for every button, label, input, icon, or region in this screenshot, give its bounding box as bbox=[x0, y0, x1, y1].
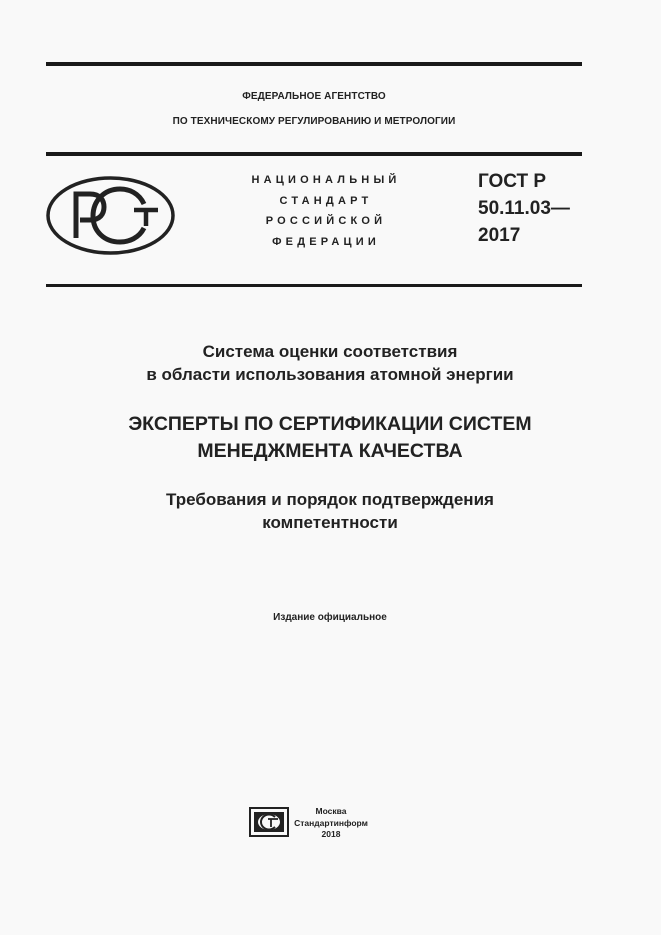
standard-type bbox=[236, 170, 416, 252]
standartinform-logo-icon bbox=[249, 807, 289, 837]
main-title-line-1: ЭКСПЕРТЫ ПО СЕРТИФИКАЦИИ СИСТЕМ bbox=[128, 413, 532, 435]
edition-label: Издание официальное bbox=[273, 612, 387, 623]
subtitle bbox=[46, 488, 614, 534]
standard-type-line: НАЦИОНАЛЬНЫЙ bbox=[251, 174, 401, 186]
standard-code bbox=[478, 168, 570, 249]
standard-type-line: РОССИЙСКОЙ bbox=[265, 215, 387, 227]
standard-type-line: ФЕДЕРАЦИИ bbox=[272, 235, 380, 248]
standard-code-line-1: ГОСТ Р bbox=[478, 171, 547, 192]
main-title-line-2: МЕНЕДЖМЕНТА КАЧЕСТВА bbox=[197, 440, 463, 462]
gost-r-conformity-mark-icon bbox=[46, 176, 175, 255]
standard-code-line-2: 50.11.03— bbox=[478, 198, 570, 219]
subtitle-line-2: компетентности bbox=[262, 513, 398, 532]
publisher-city: Москва bbox=[315, 806, 347, 816]
agency-line-1: ФЕДЕРАЛЬНОЕ АГЕНТСТВО bbox=[242, 91, 386, 102]
header-rule bbox=[46, 152, 582, 156]
main-title bbox=[46, 411, 614, 465]
system-title-line-1: Система оценки соответствия bbox=[202, 342, 458, 361]
agency-line-2: ПО ТЕХНИЧЕСКОМУ РЕГУЛИРОВАНИЮ И МЕТРОЛОГИИ bbox=[172, 116, 456, 127]
system-title-line-2: в области использования атомной энергии bbox=[146, 365, 514, 384]
publisher-name: Стандартинформ bbox=[294, 817, 368, 828]
standard-type-line: СТАНДАРТ bbox=[279, 194, 373, 207]
subtitle-line-1: Требования и порядок подтверждения bbox=[166, 490, 494, 509]
system-title bbox=[46, 340, 614, 386]
publisher-info bbox=[292, 806, 370, 841]
publisher-year: 2018 bbox=[321, 829, 341, 839]
standard-code-line-3: 2017 bbox=[478, 225, 521, 246]
header-bottom-rule bbox=[46, 284, 582, 287]
top-rule bbox=[46, 62, 582, 66]
